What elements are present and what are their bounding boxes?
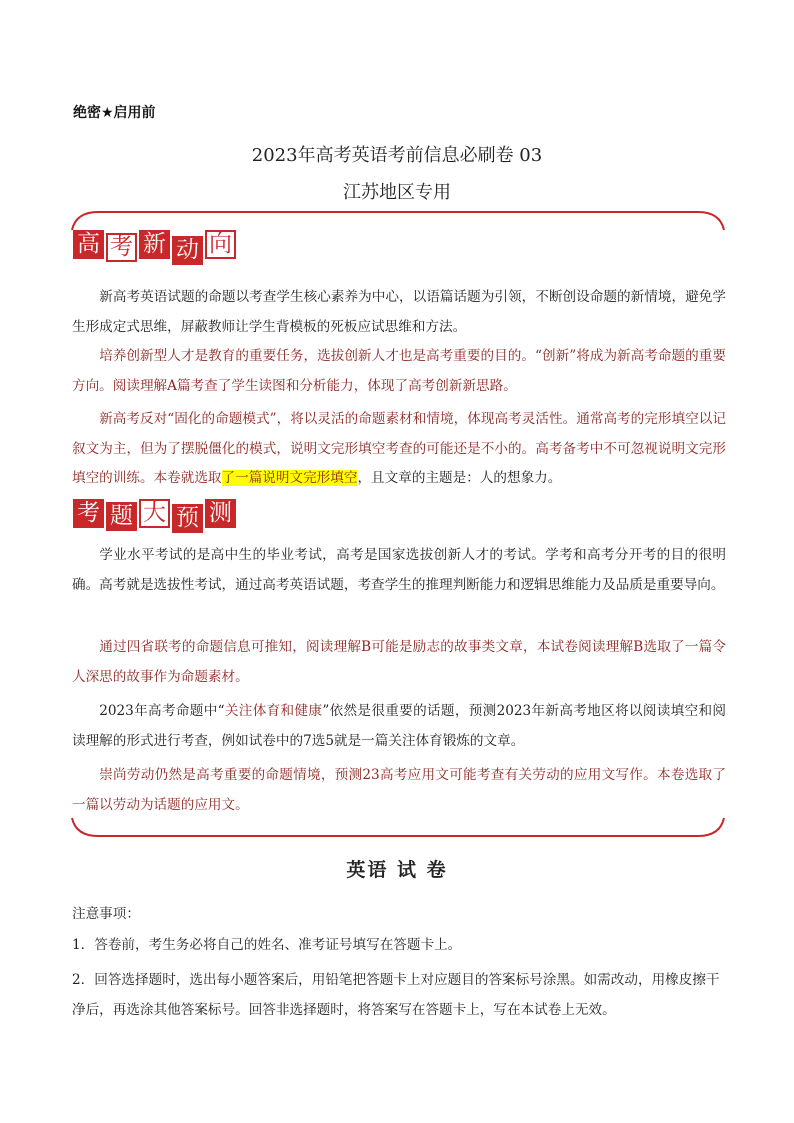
paragraph <box>72 405 726 494</box>
paragraph-text: ，且文章的主题是：人的想象力。 <box>357 470 562 486</box>
paragraph-text: ”依然是很重要的话题，预测2023年新高考地区将以阅读填空和阅读理解的形式进行考查，例如试卷中的7选5就是一篇关注体育锻炼的文章。 <box>72 703 727 749</box>
badge-char: 考 <box>73 499 104 528</box>
section-badge-predictions <box>73 499 236 533</box>
paragraph-text: 2023年高考命题中“ <box>99 703 225 719</box>
badge-char: 向 <box>205 230 236 259</box>
badge-char: 考 <box>106 233 137 262</box>
highlighted-text: 了一篇说明文完形填空 <box>221 470 358 486</box>
badge-char: 预 <box>172 504 203 533</box>
notes-heading: 注意事项： <box>72 906 140 922</box>
page-title: 2023年高考英语考前信息必刷卷 03 <box>251 145 543 166</box>
paragraph-text: 新高考反对“固化的命题模式”，将以灵活的命题素材和情境，体现高考灵活性。通常高考的完形填空以记叙文为主，但为了摆脱僵化的模式，说明文完形填空考查的可能还是不小的。高考备考中不可忽视说明文完形填空的训练。本卷就选取 <box>72 411 726 486</box>
paragraph: 通过四省联考的命题信息可推知，阅读理解B可能是励志的故事类文章，本试卷阅读理解B选取了一篇令人深思的故事作为命题素材。 <box>72 639 726 685</box>
bottom-frame-curve <box>68 812 728 842</box>
paragraph: 学业水平考试的是高中生的毕业考试，高考是国家选拔创新人才的考试。学考和高考分开考的目的很明确。高考就是选拔性考试，通过高考英语试题，考查学生的推理判断能力和逻辑思维能力及品质是重要导向。 <box>72 547 726 593</box>
confidential-label: 绝密★启用前 <box>73 105 156 121</box>
paragraph <box>72 697 726 756</box>
badge-char: 题 <box>106 502 137 531</box>
paper-title: 英语 试 卷 <box>346 859 448 881</box>
badge-char: 大 <box>139 499 170 528</box>
badge-char: 测 <box>205 499 236 528</box>
paragraph: 崇尚劳动仍然是高考重要的命题情境，预测23高考应用文可能考查有关劳动的应用文写作。本卷选取了一篇以劳动为话题的应用文。 <box>72 767 726 813</box>
badge-char: 高 <box>73 230 104 259</box>
paragraph: 培养创新型人才是教育的重要任务，选拔创新人才也是高考重要的目的。“创新”将成为新高考命题的重要方向。阅读理解A篇考查了学生读图和分析能力，体现了高考创新新思路。 <box>72 348 726 394</box>
emphasis-text: 关注体育和健康 <box>224 703 323 719</box>
paragraph: 新高考英语试题的命题以考查学生核心素养为中心，以语篇话题为引领，不断创设命题的新情境，避免学生形成定式思维，屏蔽教师让学生背模板的死板应试思维和方法。 <box>72 289 726 335</box>
badge-char: 动 <box>172 236 203 265</box>
note-item: 1．答卷前，考生务必将自己的姓名、准考证号填写在答题卡上。 <box>72 937 462 953</box>
badge-char: 新 <box>139 230 170 259</box>
note-item: 2．回答选择题时，选出每小题答案后，用铅笔把答题卡上对应题目的答案标号涂黑。如需改动，用橡皮擦干净后，再选涂其他答案标号。回答非选择题时，将答案写在答题卡上，写在本试卷上无效。 <box>72 972 720 1018</box>
page-subtitle: 江苏地区专用 <box>343 182 451 203</box>
section-badge-new-trends <box>73 230 236 265</box>
